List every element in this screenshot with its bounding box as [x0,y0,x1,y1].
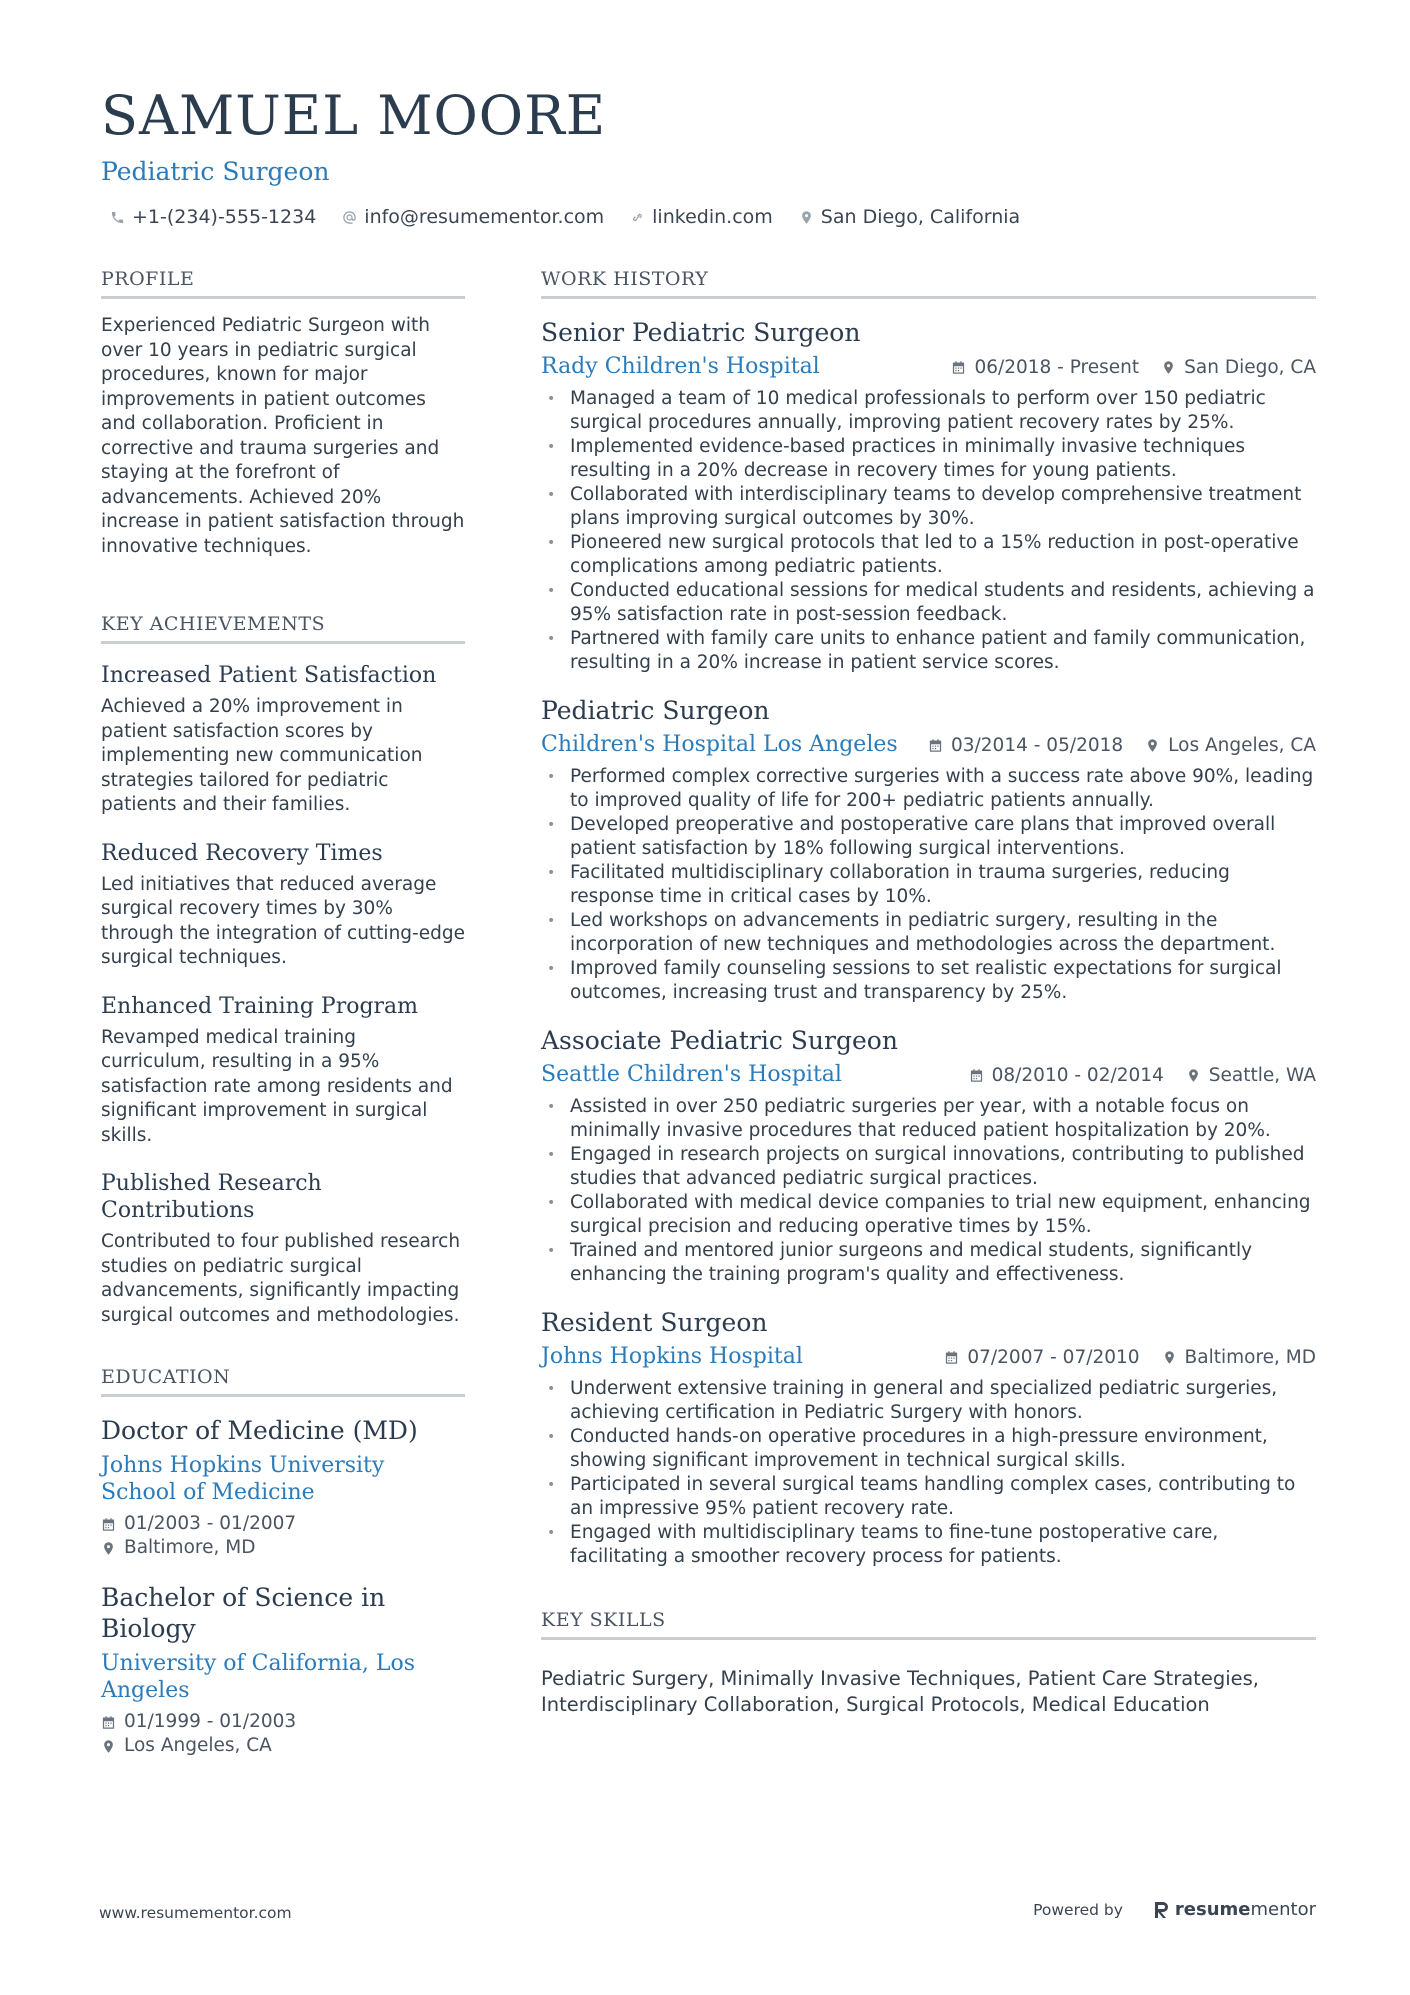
job-bullet: • Partnered with family care units to enhance patient and family communication, resulting in a 20% increase in patient service scores. [541,627,1316,675]
phone-icon [110,210,125,225]
job-meta [969,1065,1316,1086]
job-bullet: • Managed a team of 10 medical professionals to perform over 150 pediatric surgical procedures annually, improving patient recovery rates by 25%. [541,387,1316,435]
job-dates-text: 08/2010 - 02/2014 [991,1064,1164,1086]
achievement-text: Led initiatives that reduced average surgical recovery times by 30% through the integration of cutting-edge surgical techniques. [101,873,465,968]
job-bullets [541,387,1316,675]
calendar-icon [928,738,943,753]
job-dates [944,1347,1139,1368]
achievement-item [101,1170,465,1328]
job-dates-text: 03/2014 - 05/2018 [951,734,1124,756]
job-bullet: • Engaged with multidisciplinary teams to fine-tune postoperative care, facilitating a smoother recovery process for patients. [541,1521,1316,1569]
job-entry [541,1307,1316,1569]
achievement-text: Contributed to four published research studies on pediatric surgical advancements, significantly impacting surgical outcomes and methodologies. [101,1231,461,1326]
candidate-name: SAMUEL MOORE [101,84,607,147]
right-column [541,268,1316,1718]
job-bullet: • Collaborated with medical device companies to trial new equipment, enhancing surgical precision and reducing operative times by 15%. [541,1191,1316,1239]
job-dates-text: 06/2018 - Present [974,356,1140,378]
job-location-text: San Diego, CA [1184,356,1316,378]
contact-phone[interactable] [110,206,316,228]
resume-header [101,84,1321,228]
job-bullet: • Improved family counseling sessions to set realistic expectations for surgical outcomes, increasing trust and transparency by 25%. [541,957,1316,1005]
education-school: Johns Hopkins University School of Medicine [101,1453,385,1505]
job-meta [951,357,1316,378]
job-company: Children's Hospital Los Angeles [541,732,898,757]
education-dates [101,1512,465,1536]
resumementor-logo-icon [1153,1900,1169,1920]
job-bullet: • Developed preoperative and postoperative care plans that improved overall patient satisfaction by 18% following surgical interventions. [541,813,1316,861]
job-entry [541,317,1316,675]
location-pin-icon [101,1541,116,1556]
achievement-text: Revamped medical training curriculum, resulting in a 95% satisfaction rate among residents and significant improvement in surgical skills. [101,1026,453,1146]
phone-text: +1-(234)-555-1234 [132,206,317,228]
job-company: Johns Hopkins Hospital [541,1344,803,1369]
job-bullet: • Pioneered new surgical protocols that led to a 15% reduction in post-operative complications among pediatric patients. [541,531,1316,579]
job-bullet: • Implemented evidence-based practices in minimally invasive techniques resulting in a 20% decrease in recovery times for young patients. [541,435,1316,483]
job-info [541,353,1316,381]
job-bullets [541,1095,1316,1287]
job-meta [944,1347,1316,1368]
powered-by-text: Powered by [1033,1900,1123,1919]
job-bullet: • Conducted educational sessions for medical students and residents, achieving a 95% satisfaction rate in post-session feedback. [541,579,1316,627]
education-item [101,1582,465,1758]
job-dates [951,357,1139,378]
job-info [541,731,1316,759]
job-title: Associate Pediatric Surgeon [541,1026,898,1055]
contact-bar [101,206,1321,228]
calendar-icon [101,1517,116,1532]
job-bullet: • Conducted hands-on operative procedures in a high-pressure environment, showing significant improvement in technical surgical skills. [541,1425,1316,1473]
education-item [101,1415,465,1560]
job-entry [541,1025,1316,1287]
job-bullet: • Led workshops on advancements in pediatric surgery, resulting in the incorporation of new techniques and methodologies across the department. [541,909,1316,957]
job-location-text: Baltimore, MD [1184,1346,1316,1368]
location-pin-icon [101,1739,116,1754]
candidate-title: Pediatric Surgeon [101,157,330,186]
job-location [1161,357,1316,378]
location-pin-icon [1186,1068,1201,1083]
calendar-icon [944,1350,959,1365]
achievements-section [101,613,465,1328]
achievement-title: Reduced Recovery Times [101,840,383,866]
achievement-title: Enhanced Training Program [101,993,419,1019]
education-school: University of California, Los Angeles [101,1651,416,1703]
job-bullet: • Engaged in research projects on surgical innovations, contributing to published studies that advanced pediatric surgical practices. [541,1143,1316,1191]
education-degree: Bachelor of Science in Biology [101,1583,386,1643]
education-dates [101,1710,465,1734]
job-location [1186,1065,1316,1086]
education-location [101,1734,465,1758]
achievement-text: Achieved a 20% improvement in patient satisfaction scores by implementing new communication strategies tailored for pediatric patients and their families. [101,696,423,815]
education-location-text: Los Angeles, CA [124,1735,272,1756]
calendar-icon [951,360,966,375]
job-bullet: • Trained and mentored junior surgeons and medical students, significantly enhancing the training program's quality and effectiveness. [541,1239,1316,1287]
calendar-icon [969,1068,984,1083]
job-title: Resident Surgeon [541,1308,768,1337]
education-dates-text: 01/1999 - 01/2003 [124,1711,297,1732]
footer-website[interactable]: www.resumementor.com [99,1904,292,1922]
job-bullet: • Participated in several surgical teams handling complex cases, contributing to an impressive 95% patient recovery rate. [541,1473,1316,1521]
at-icon [342,210,357,225]
job-location-text: Los Angeles, CA [1168,734,1316,756]
calendar-icon [101,1715,116,1730]
contact-location [799,206,1020,228]
skills-text: Pediatric Surgery, Minimally Invasive Techniques, Patient Care Strategies, Interdisciplinary Collaboration, Surgical Protocols, Medical Education [541,1667,1259,1716]
job-location [1162,1347,1316,1368]
profile-heading: PROFILE [101,268,465,299]
achievement-item [101,662,465,818]
location-pin-icon [1162,1350,1177,1365]
location-pin-icon [799,210,814,225]
job-title: Senior Pediatric Surgeon [541,318,861,347]
location-pin-icon [1145,738,1160,753]
achievements-heading: KEY ACHIEVEMENTS [101,613,465,644]
work-heading: WORK HISTORY [541,268,1316,299]
linkedin-text: linkedin.com [652,206,773,228]
brand-logo[interactable] [1153,1899,1316,1920]
job-bullets [541,765,1316,1005]
job-bullet: • Underwent extensive training in general and specialized pediatric surgeries, achieving certification in Pediatric Surgery with honors. [541,1377,1316,1425]
job-info [541,1061,1316,1089]
job-bullet: • Facilitated multidisciplinary collaboration in trauma surgeries, reducing response time in critical cases by 10%. [541,861,1316,909]
job-entry [541,695,1316,1005]
email-text: info@resumementor.com [364,206,605,228]
job-dates [928,735,1123,756]
achievement-item [101,840,465,971]
contact-email[interactable] [342,206,604,228]
job-company: Rady Children's Hospital [541,354,820,379]
education-dates-text: 01/2003 - 01/2007 [124,1513,297,1534]
job-company: Seattle Children's Hospital [541,1062,842,1087]
job-bullets [541,1377,1316,1569]
job-location-text: Seattle, WA [1208,1064,1316,1086]
education-location [101,1536,465,1560]
skills-heading: KEY SKILLS [541,1609,1316,1640]
job-dates-text: 07/2007 - 07/2010 [967,1346,1140,1368]
job-meta [928,735,1316,756]
job-bullet: • Performed complex corrective surgeries with a success rate above 90%, leading to improved quality of life for 200+ pediatric patients annually. [541,765,1316,813]
job-location [1145,735,1316,756]
footer-branding [1033,1899,1316,1920]
location-pin-icon [1161,360,1176,375]
education-heading: EDUCATION [101,1366,465,1397]
job-info [541,1343,1316,1371]
job-bullet: • Assisted in over 250 pediatric surgeries per year, with a notable focus on minimally invasive procedures that reduced patient hospitalization by 20%. [541,1095,1316,1143]
job-bullet: • Collaborated with interdisciplinary teams to develop comprehensive treatment plans improving surgical outcomes by 30%. [541,483,1316,531]
achievement-item [101,993,465,1149]
job-title: Pediatric Surgeon [541,696,770,725]
achievement-title: Published Research Contributions [101,1171,322,1223]
left-column [101,268,465,1780]
education-location-text: Baltimore, MD [124,1537,256,1558]
skills-section [541,1609,1316,1718]
profile-section [101,268,465,559]
education-section [101,1366,465,1758]
job-dates [969,1065,1164,1086]
link-icon [630,210,645,225]
brand-name: resumementor [1174,1899,1316,1920]
profile-text: Experienced Pediatric Surgeon with over 10 years in pediatric surgical procedures, known for major improvements in patient outcomes and collaboration. Proficient in corrective and trauma surgeries and staying at the forefront of advancements. Achieved 20% increase in patient satisfaction through innovative techniques. [101,315,465,557]
contact-linkedin[interactable] [630,206,773,228]
education-degree: Doctor of Medicine (MD) [101,1416,418,1445]
location-text: San Diego, California [820,206,1021,228]
achievement-title: Increased Patient Satisfaction [101,663,437,688]
